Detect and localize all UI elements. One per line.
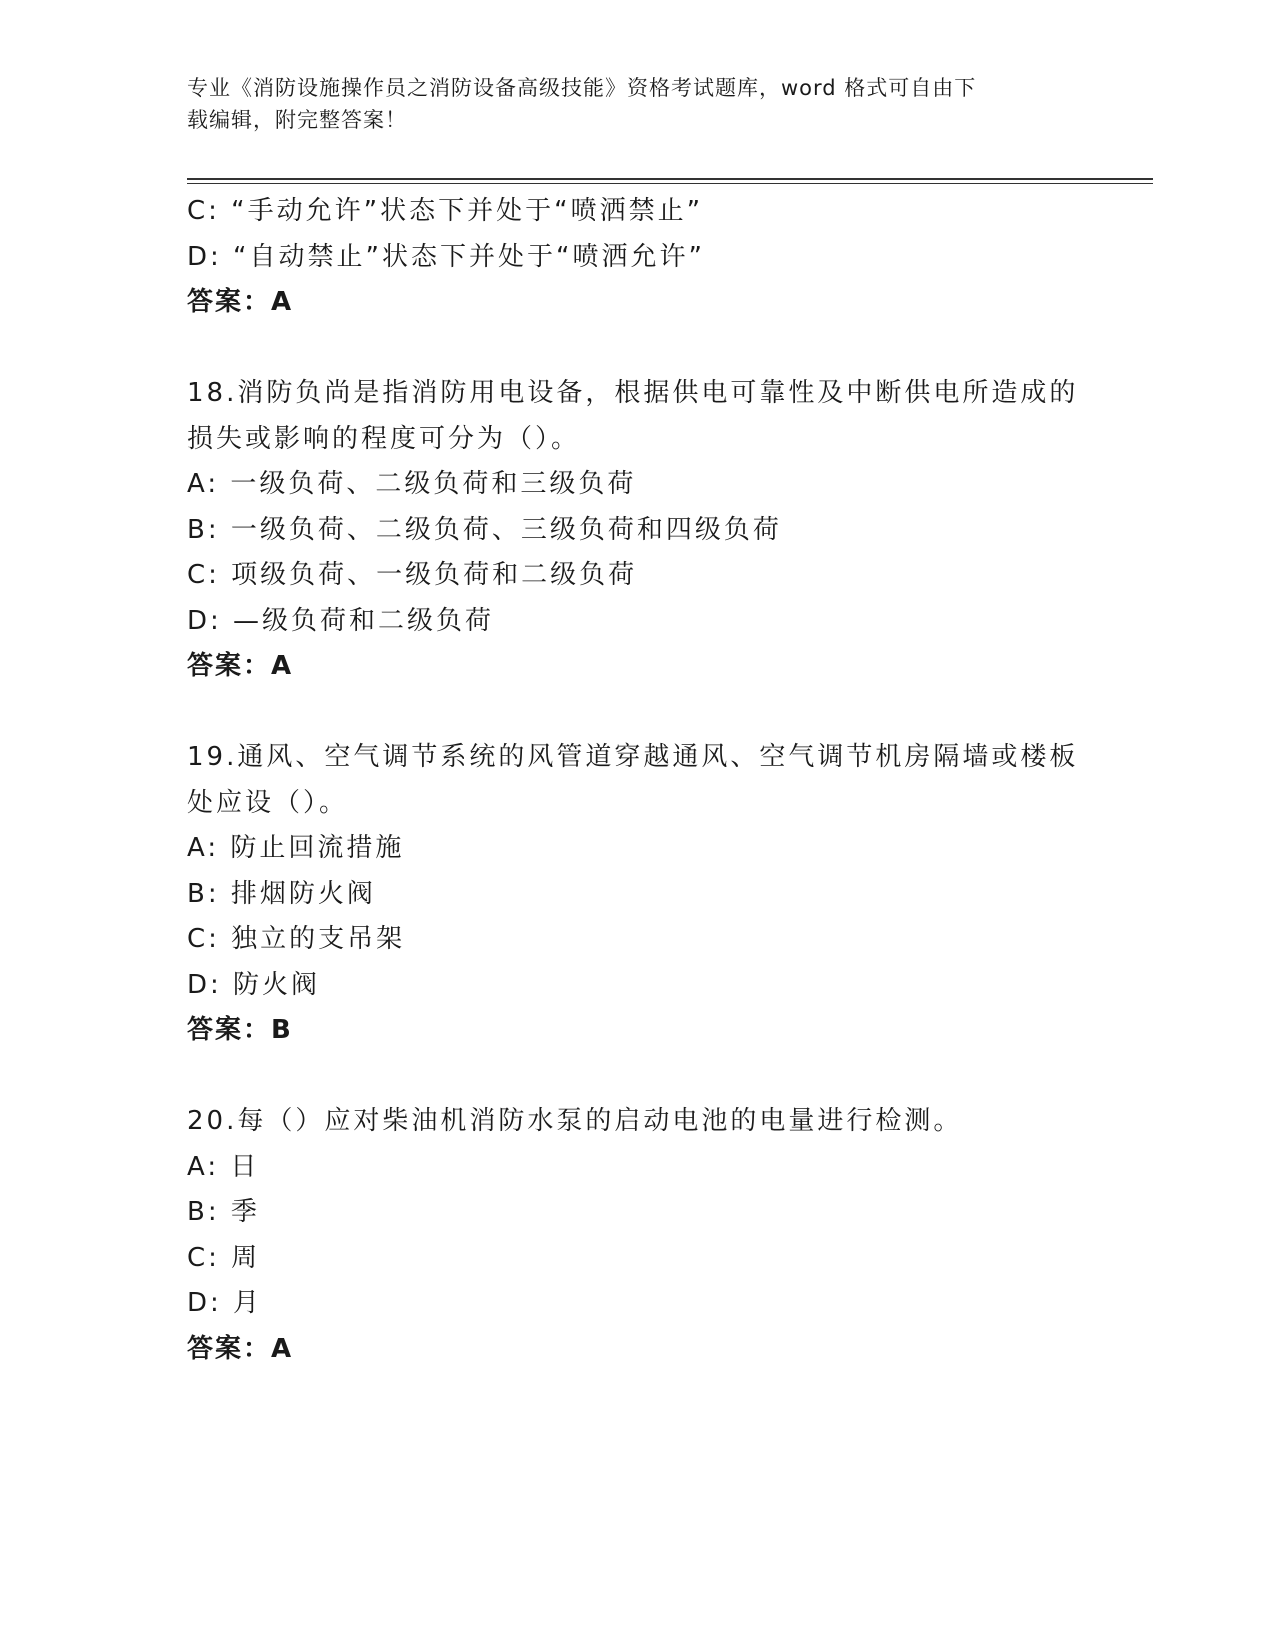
question-text-cont: 处应设（）。 <box>187 787 349 818</box>
document-header <box>187 72 1067 136</box>
question-text: 18.消防负尚是指消防用电设备，根据供电可靠性及中断供电所造成的 <box>187 378 1079 408</box>
question-19 <box>187 735 1087 1054</box>
answer: 答案：A <box>187 1333 294 1364</box>
option-b: B: 排烟防火阀 <box>187 878 376 909</box>
option-c: C: 周 <box>187 1242 261 1273</box>
question-content <box>187 189 1087 1372</box>
option-d: D: 防火阀 <box>187 969 321 1000</box>
answer: 答案：A <box>187 651 294 681</box>
question-text-cont: 损失或影响的程度可分为（）。 <box>187 423 581 454</box>
option-d: D: —级负荷和二级负荷 <box>187 605 495 636</box>
option-d: D: “自动禁止”状态下并处于“喷洒允许” <box>187 241 705 272</box>
question-text: 20.每（）应对柴油机消防水泵的启动电池的电量进行检测。 <box>187 1106 963 1136</box>
header-rule-thick <box>187 178 1153 180</box>
previous-question-tail <box>187 189 1087 326</box>
option-a: A: 日 <box>187 1151 260 1182</box>
answer: 答案：B <box>187 1015 293 1045</box>
option-b: B: 一级负荷、二级负荷、三级负荷和四级负荷 <box>187 514 782 545</box>
header-line-1: 专业《消防设施操作员之消防设备高级技能》资格考试题库，word 格式可自由下 <box>187 76 977 100</box>
option-d: D: 月 <box>187 1288 263 1318</box>
question-text: 19.通风、空气调节系统的风管道穿越通风、空气调节机房隔墙或楼板 <box>187 742 1079 772</box>
option-c: C: 独立的支吊架 <box>187 924 406 954</box>
option-a: A: 防止回流措施 <box>187 833 405 863</box>
question-20 <box>187 1099 1087 1372</box>
option-c: C: “手动允许”状态下并处于“喷洒禁止” <box>187 196 704 226</box>
question-18 <box>187 371 1087 690</box>
header-rule-thin <box>187 183 1153 184</box>
answer: 答案：A <box>187 287 294 317</box>
option-c: C: 项级负荷、一级负荷和二级负荷 <box>187 560 638 590</box>
option-b: B: 季 <box>187 1197 260 1227</box>
option-a: A: 一级负荷、二级负荷和三级负荷 <box>187 469 637 499</box>
header-line-2: 载编辑，附完整答案！ <box>187 108 407 132</box>
